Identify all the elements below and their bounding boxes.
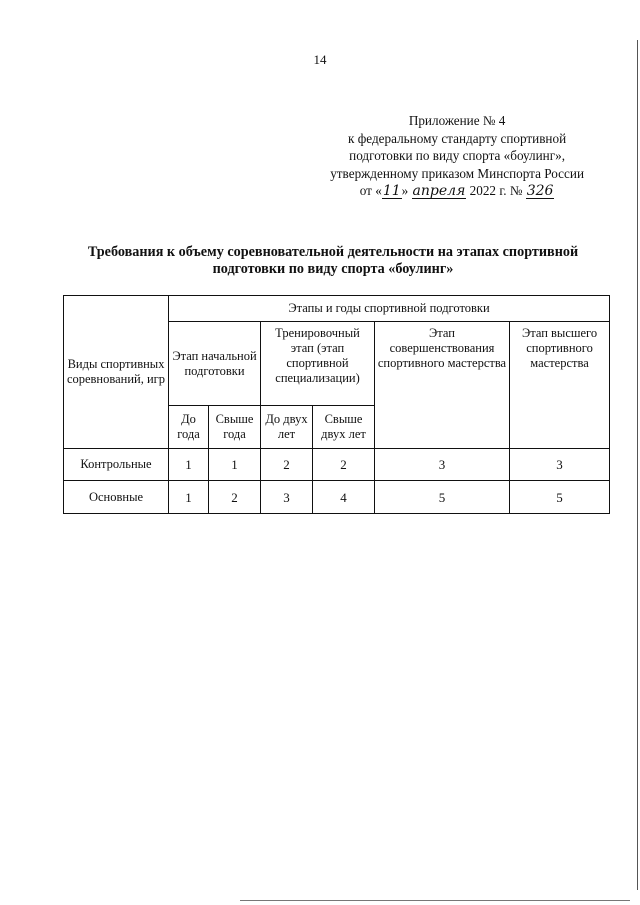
subheader-over-year: Свыше года	[209, 406, 261, 449]
table-cell: 1	[169, 449, 209, 481]
table-row	[64, 481, 610, 514]
appendix-line-4: утвержденному приказом Минспорта России	[330, 165, 584, 181]
table-cell: 3	[375, 449, 510, 481]
handwritten-day: 11	[382, 183, 401, 199]
scan-edge-line	[637, 40, 638, 890]
header-stage-training: Тренировочный этап (этап спортивной специализации)	[261, 322, 375, 406]
date-prefix: от «	[359, 183, 382, 198]
subheader-up-to-year: До года	[169, 406, 209, 449]
subheader-up-to-two-years: До двух лет	[261, 406, 313, 449]
date-year: 2022 г. №	[469, 183, 523, 198]
handwritten-order-number: 326	[526, 183, 554, 199]
row-label: Основные	[64, 481, 169, 514]
document-title: Требования к объему соревновательной деятельности на этапах спортивной подготовки по виду спорта «боулинг»	[87, 244, 579, 277]
table-cell: 2	[209, 481, 261, 514]
table-cell: 4	[313, 481, 375, 514]
appendix-line-3: подготовки по виду спорта «боулинг»,	[349, 148, 566, 163]
subheader-over-two-years: Свыше двух лет	[313, 406, 375, 449]
appendix-title: Приложение № 4	[408, 113, 506, 128]
requirements-table	[63, 295, 610, 514]
page-number: 14	[313, 52, 327, 67]
header-competition-types: Виды спортивных соревнований, игр	[64, 296, 169, 449]
table-header-row	[64, 296, 610, 322]
appendix-line-2: к федеральному стандарту спортивной	[348, 130, 567, 146]
table-cell: 1	[169, 481, 209, 514]
table-cell: 3	[510, 449, 610, 481]
table-cell: 5	[375, 481, 510, 514]
header-stages: Этапы и годы спортивной подготовки	[169, 296, 610, 322]
handwritten-month: апреля	[412, 183, 466, 199]
header-stage-higher: Этап высшего спортивного мастерства	[510, 322, 610, 449]
table-cell: 3	[261, 481, 313, 514]
appendix-date-line	[330, 182, 584, 200]
table-row	[64, 449, 610, 481]
table-cell: 1	[209, 449, 261, 481]
date-mid: »	[401, 183, 409, 198]
table-cell: 2	[313, 449, 375, 481]
header-stage-initial: Этап начальной подготовки	[169, 322, 261, 406]
appendix-block	[330, 112, 584, 200]
table-cell: 2	[261, 449, 313, 481]
header-stage-improvement: Этап совершенствования спортивного мастерства	[375, 322, 510, 449]
row-label: Контрольные	[64, 449, 169, 481]
table-cell: 5	[510, 481, 610, 514]
scan-edge-line	[240, 900, 630, 901]
